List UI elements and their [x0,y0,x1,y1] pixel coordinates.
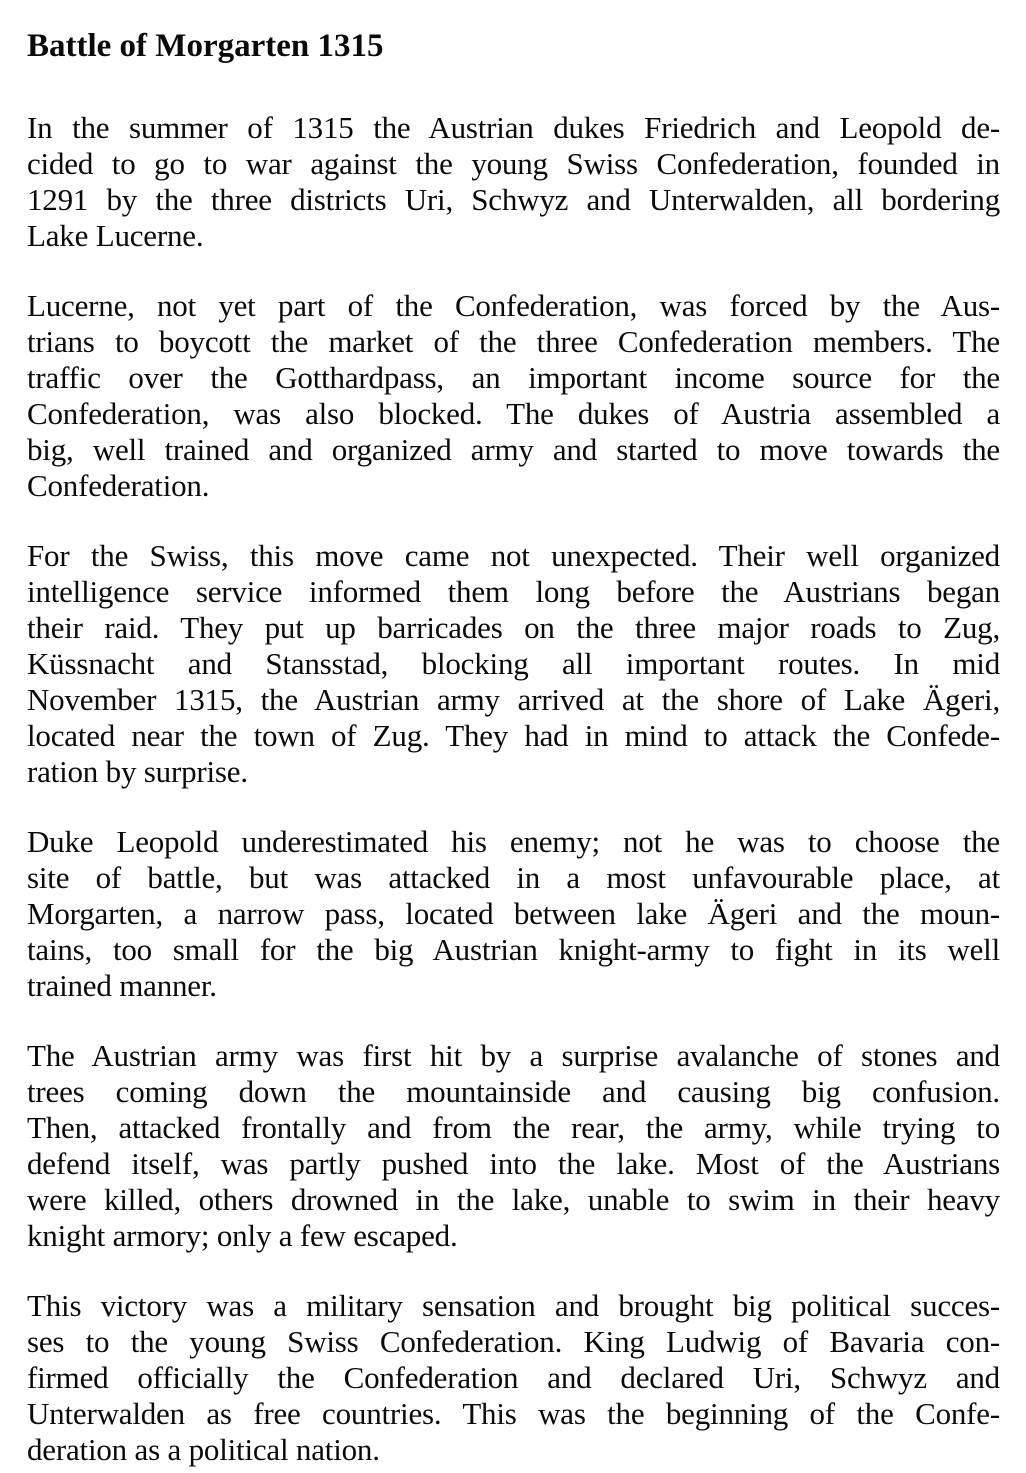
text-line: Then, attacked frontally and from the rear, the army, while trying to [27,1110,1000,1146]
text-line: trained manner. [27,968,217,1004]
text-line: ses to the young Swiss Confederation. King Ludwig of Bavaria con- [27,1324,1000,1360]
text-line: This victory was a military sensation and brought big political succes- [27,1288,1000,1324]
text-line: November 1315, the Austrian army arrived at the shore of Lake Ägeri, [27,682,1000,718]
text-line: Duke Leopold underestimated his enemy; not he was to choose the [27,824,1000,860]
text-line: Küssnacht and Stansstad, blocking all important routes. In mid [27,646,1000,682]
text-line: site of battle, but was attacked in a most unfavourable place, at [27,860,1000,896]
text-line: For the Swiss, this move came not unexpected. Their well organized [27,538,1000,574]
text-line: The Austrian army was first hit by a surprise avalanche of stones and [27,1038,1000,1074]
paragraph [27,824,1000,1004]
document-page [27,28,1000,1468]
paragraph [27,1038,1000,1254]
text-line: tains, too small for the big Austrian knight-army to fight in its well [27,932,1000,968]
text-line: traffic over the Gotthardpass, an important income source for the [27,360,1000,396]
text-line: Lucerne, not yet part of the Confederation, was forced by the Aus- [27,288,1000,324]
text-line: knight armory; only a few escaped. [27,1218,458,1254]
paragraph [27,110,1000,254]
text-line: cided to go to war against the young Swiss Confederation, founded in [27,146,1000,182]
text-line: firmed officially the Confederation and declared Uri, Schwyz and [27,1360,1000,1396]
document-title: Battle of Morgarten 1315 [27,28,384,64]
text-line: Unterwalden as free countries. This was the beginning of the Confe- [27,1396,1000,1432]
text-line: intelligence service informed them long before the Austrians began [27,574,1000,610]
text-line: were killed, others drowned in the lake, unable to swim in their heavy [27,1182,1000,1218]
text-line: big, well trained and organized army and started to move towards the [27,432,1000,468]
text-line: defend itself, was partly pushed into the lake. Most of the Austrians [27,1146,1000,1182]
text-line: deration as a political nation. [27,1432,380,1468]
text-line: trees coming down the mountainside and causing big confusion. [27,1074,1000,1110]
text-line: their raid. They put up barricades on the three major roads to Zug, [27,610,1000,646]
text-line: In the summer of 1315 the Austrian dukes Friedrich and Leopold de- [27,110,1000,146]
paragraph [27,1288,1000,1468]
paragraph [27,538,1000,790]
text-line: Lake Lucerne. [27,218,204,254]
text-line: Morgarten, a narrow pass, located between lake Ägeri and the moun- [27,896,1000,932]
document-body [27,110,1000,1468]
text-line: ration by surprise. [27,754,248,790]
paragraph [27,288,1000,504]
text-line: Confederation, was also blocked. The dukes of Austria assembled a [27,396,1000,432]
text-line: 1291 by the three districts Uri, Schwyz and Unterwalden, all bordering [27,182,1000,218]
text-line: Confederation. [27,468,210,504]
text-line: located near the town of Zug. They had in mind to attack the Confede- [27,718,1000,754]
text-line: trians to boycott the market of the three Confederation members. The [27,324,1000,360]
